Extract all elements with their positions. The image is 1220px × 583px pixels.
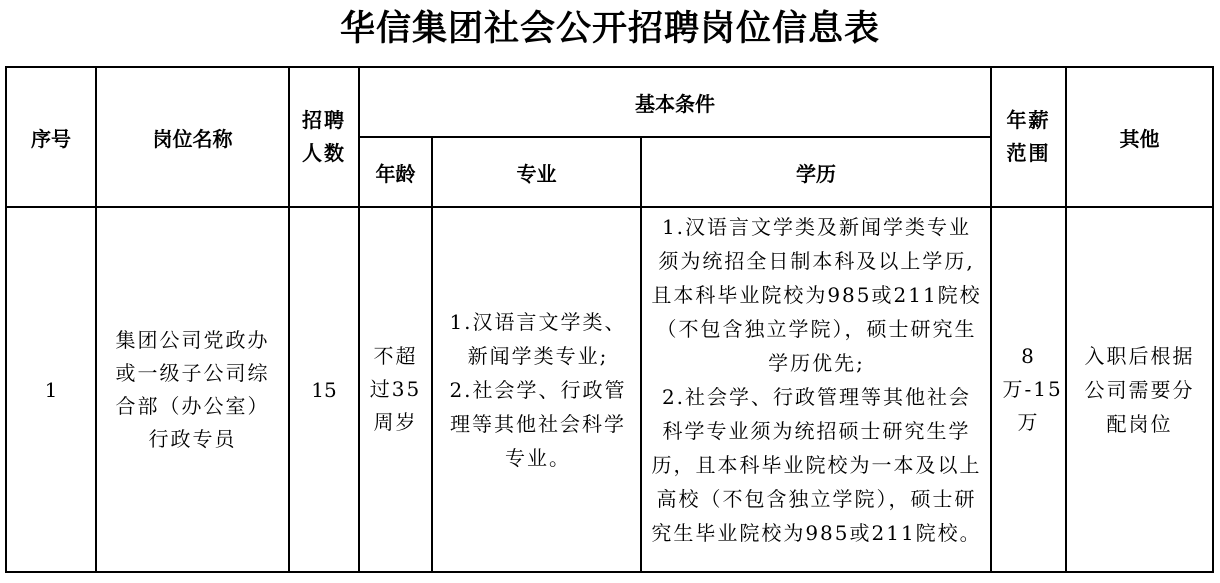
cell-salary-text: 8万-15万 <box>1002 344 1063 434</box>
education-item-1: 1.汉语言文学类及新闻学类专业须为统招全日制本科及以上学历,且本科毕业院校为985或211院校（不包含独立学院），硕士研究生学历优先; <box>651 215 982 375</box>
header-major: 专业 <box>432 137 641 207</box>
cell-count: 15 <box>289 207 359 572</box>
header-row-top <box>6 67 1213 137</box>
header-seq: 序号 <box>6 67 96 207</box>
page-title: 华信集团社会公开招聘岗位信息表 <box>339 8 880 49</box>
cell-seq: 1 <box>6 207 96 572</box>
education-item-2: 2.社会学、行政管理等其他社会科学专业须为统招硕士研究生学历，且本科毕业院校为一本及以上高校（不包含独立学院），硕士研究生毕业院校为985或211院校。 <box>651 385 982 545</box>
recruitment-table <box>5 66 1214 573</box>
header-basic-conditions: 基本条件 <box>359 67 991 137</box>
cell-other <box>1066 207 1213 572</box>
cell-position <box>96 207 289 572</box>
header-salary-text: 年薪范围 <box>1006 108 1051 165</box>
cell-education <box>641 207 991 572</box>
header-salary <box>991 67 1066 207</box>
header-position: 岗位名称 <box>96 67 289 207</box>
cell-age-text: 不超过35周岁 <box>369 344 422 434</box>
cell-major <box>432 207 641 572</box>
cell-age <box>359 207 432 572</box>
major-item-1: 1.汉语言文学类、新闻学类专业; <box>449 309 627 368</box>
header-other: 其他 <box>1066 67 1213 207</box>
major-item-2: 2.社会学、行政管理等其他社会科学专业。 <box>449 377 627 470</box>
cell-other-text: 入职后根据公司需要分配岗位 <box>1084 343 1195 436</box>
table-row <box>6 207 1213 572</box>
header-count-text: 招聘人数 <box>302 108 346 165</box>
header-age: 年龄 <box>359 137 432 207</box>
cell-position-text: 集团公司党政办或一级子公司综合部（办公室）行政专员 <box>115 327 270 451</box>
header-count <box>289 67 359 207</box>
cell-salary <box>991 207 1066 572</box>
header-education: 学历 <box>641 137 991 207</box>
